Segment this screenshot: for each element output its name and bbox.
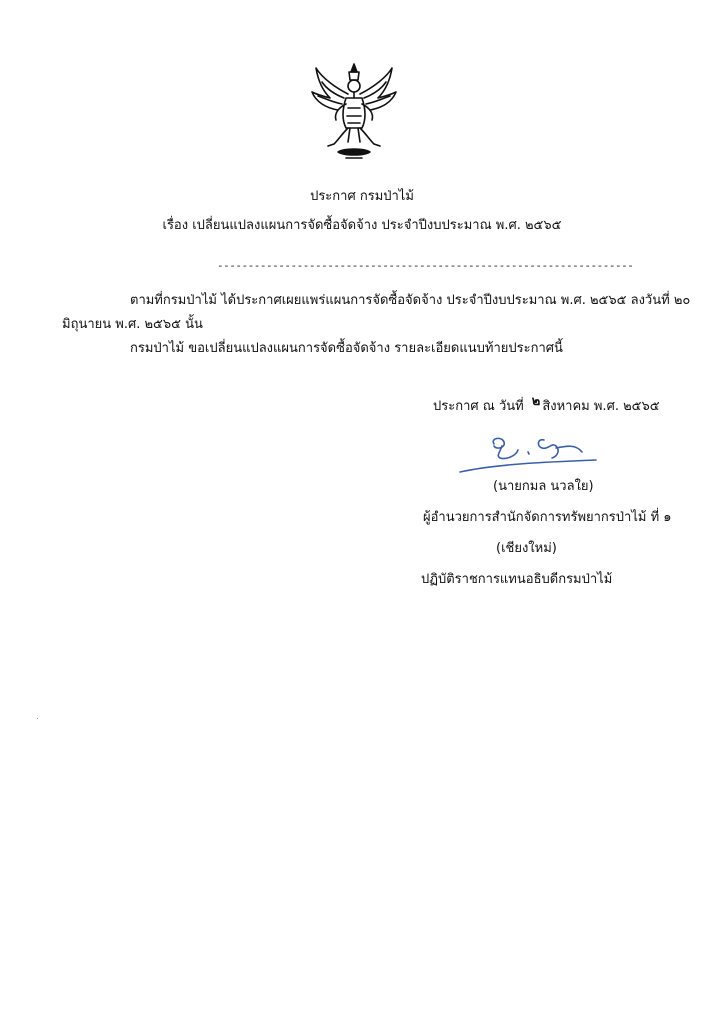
signatory-position-line-3: ปฏิบัติราชการแทนอธิบดีกรมป่าไม้ xyxy=(421,572,613,587)
signatory-name: (นายกมล นวลใย) xyxy=(493,479,594,494)
date-day: ๒ xyxy=(531,394,541,409)
scan-speck xyxy=(37,718,38,719)
announcement-title: ประกาศ กรมป่าไม้ xyxy=(310,189,414,204)
announcement-subject: เรื่อง เปลี่ยนแปลงแผนการจัดซื้อจัดจ้าง ประจำปีงบประมาณ พ.ศ. ๒๕๖๕ xyxy=(162,218,562,233)
body-paragraph-1-line-2: มิถุนายน พ.ศ. ๒๕๖๕ นั้น xyxy=(62,317,203,332)
date-prefix: ประกาศ ณ วันที่ xyxy=(433,399,524,414)
announcement-date xyxy=(433,394,660,416)
signatory-position-line-1: ผู้อำนวยการสำนักจัดการทรัพยากรป่าไม้ ที่ ๑ xyxy=(423,510,672,525)
signature-image xyxy=(456,430,606,480)
body-paragraph-2: กรมป่าไม้ ขอเปลี่ยนแปลงแผนการจัดซื้อจัดจ้าง รายละเอียดแนบท้ายประกาศนี้ xyxy=(130,341,563,356)
garuda-emblem-icon xyxy=(308,58,400,166)
separator-line: -------------------------------------------------------------------- xyxy=(217,259,634,272)
signatory-position-line-2: (เชียงใหม่) xyxy=(496,541,557,556)
body-paragraph-1-line-1: ตามที่กรมป่าไม้ ได้ประกาศเผยแพร่แผนการจัดซื้อจัดจ้าง ประจำปีงบประมาณ พ.ศ. ๒๕๖๕ ลงวันที่ ๒๐ xyxy=(130,293,691,308)
date-month-year: สิงหาคม พ.ศ. ๒๕๖๕ xyxy=(542,399,660,414)
